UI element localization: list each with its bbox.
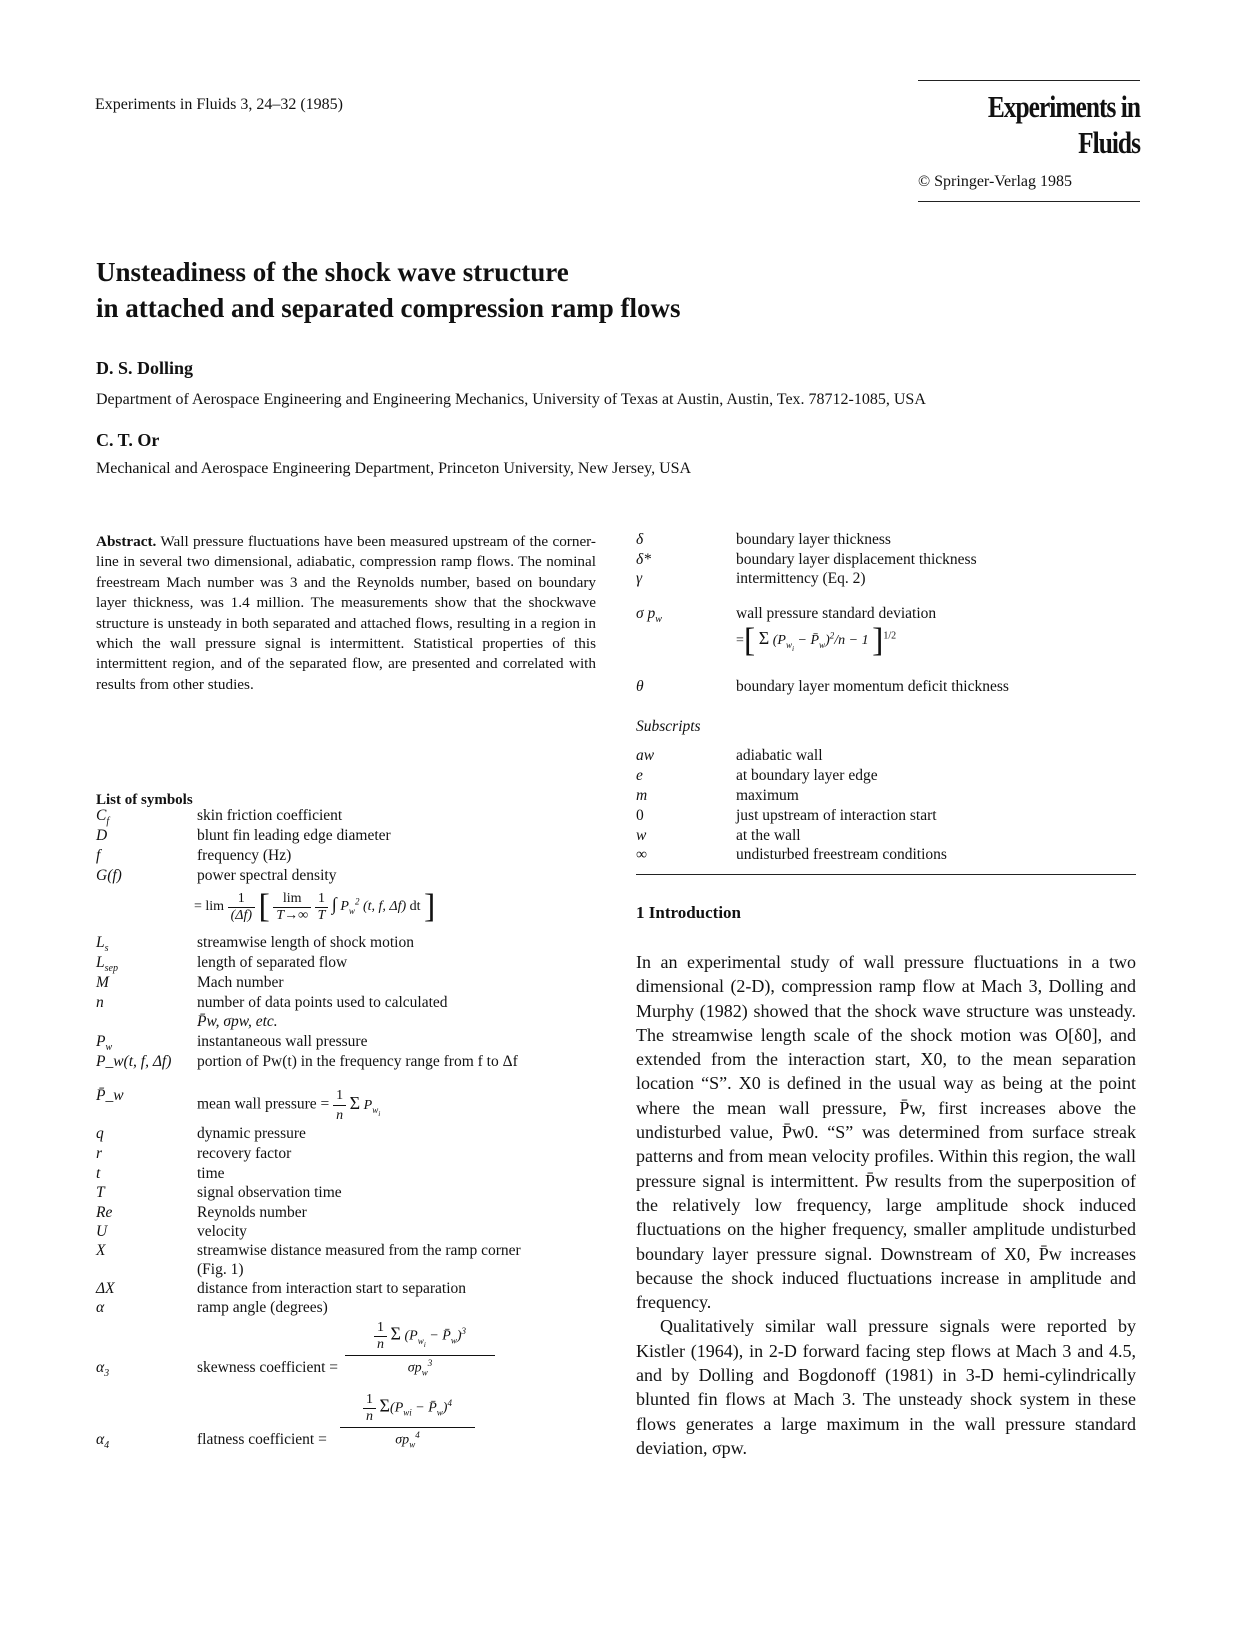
flatness-formula: $\frac{1}{n}$ $\Sigma(P_{wi}$ − $P̄_w)^4$ $\sigma p_w^4$ xyxy=(340,1392,475,1449)
symbol-desc: flatness coefficient = xyxy=(197,1431,327,1448)
symbol: t xyxy=(96,1165,101,1182)
title-line-2: in attached and separated compression ramp flows xyxy=(96,293,681,323)
symbol: γ xyxy=(636,570,643,587)
symbol-desc: frequency (Hz) xyxy=(197,847,292,864)
symbol-desc: Mach number xyxy=(197,974,284,991)
symbol: Re xyxy=(96,1204,113,1221)
symbol-desc: portion of Pw(t) in the frequency range from f to Δf xyxy=(197,1053,518,1070)
symbol-desc: skin friction coefficient xyxy=(197,807,343,824)
brand-rule-top xyxy=(918,80,1140,81)
symbol: e xyxy=(636,767,643,784)
symbol-desc: number of data points used to calculated xyxy=(197,994,448,1011)
symbol: $C_f$ xyxy=(96,807,110,828)
copyright: © Springer-Verlag 1985 xyxy=(918,173,1073,190)
symbol-desc: Reynolds number xyxy=(197,1204,307,1221)
symbol: P̄_w xyxy=(96,1087,124,1104)
intro-paragraph-2: Qualitatively similar wall pressure signals were reported by Kistler (1964), in 2-D forward facing step flows at Mach 3 and 4.5, and by Dolling and Bogdonoff (1981) in 3-D hemi-cylindrically blunted fin flows at Mach 3. The unsteady shock system in these flows generates a large maximum in the wall pressure standard deviation, σpw. xyxy=(636,1316,1136,1458)
symbol-desc: (Fig. 1) xyxy=(197,1261,244,1278)
symbol-desc: maximum xyxy=(736,787,799,804)
symbol: D xyxy=(96,827,108,844)
symbol-desc: boundary layer displacement thickness xyxy=(736,551,977,568)
symbol: w xyxy=(636,827,647,844)
symbol: 0 xyxy=(636,807,644,824)
affiliation-1: Department of Aerospace Engineering and Engineering Mechanics, University of Texas at Austin, Austin, Tex. 78712-1085, USA xyxy=(96,391,926,408)
list-of-symbols-heading: List of symbols xyxy=(96,792,193,808)
author-1: D. S. Dolling xyxy=(96,358,194,378)
symbol: f xyxy=(96,847,101,864)
symbol: σ $p_w$ xyxy=(636,605,662,626)
symbol: U xyxy=(96,1223,108,1240)
symbol-desc: dynamic pressure xyxy=(197,1125,306,1142)
symbol-desc: time xyxy=(197,1165,225,1182)
symbol-desc: P̄w, σpw, etc. xyxy=(197,1013,278,1030)
symbol-desc: streamwise length of shock motion xyxy=(197,934,414,951)
section-divider xyxy=(636,874,1136,875)
journal-brand xyxy=(918,80,1140,202)
symbol: $L_s$ xyxy=(96,934,109,955)
title-line-1: Unsteadiness of the shock wave structure xyxy=(96,257,569,287)
symbol-desc: wall pressure standard deviation xyxy=(736,605,937,622)
symbol-desc: at boundary layer edge xyxy=(736,767,878,784)
symbol-desc: adiabatic wall xyxy=(736,747,823,764)
symbol: α xyxy=(96,1299,105,1316)
symbol: m xyxy=(636,787,648,804)
symbol-desc: streamwise distance measured from the ramp corner xyxy=(197,1242,521,1259)
symbol-desc: power spectral density xyxy=(197,867,337,884)
symbol-desc: skewness coefficient = xyxy=(197,1359,339,1376)
abstract-text: Wall pressure fluctuations have been measured upstream of the corner-line in several two dimensional, adiabatic, compression ramp flows. The nominal freestream Mach number was 3 and the Reynolds number, based on boundary layer thickness, was 1.4 million. The measurements show that the shockwave structure is unsteady in both separated and attached flows, resulting in a region in which the wall pressure signal is intermittent. Statistical properties of this intermittent region, and of the separated flow, are presented and correlated with results from other studies. xyxy=(96,533,596,693)
symbol-desc: velocity xyxy=(197,1223,247,1240)
symbol-desc: boundary layer momentum deficit thickness xyxy=(736,678,1009,695)
symbol-desc: distance from interaction start to separation xyxy=(197,1280,467,1297)
symbol-desc: undisturbed freestream conditions xyxy=(736,846,947,863)
symbol-desc: recovery factor xyxy=(197,1145,292,1162)
psd-formula: = lim $\frac{1}{(\Delta f)}$ [ $\frac{\lim}{T\to\infty}$ $\frac{1}{T}$ ∫ $P_w^2$ (t, f, Δf) dt ] xyxy=(194,888,436,925)
symbol: P_w(t, f, Δf) xyxy=(96,1053,172,1070)
std-dev-formula: =[ Σ ($P_{w_i}$ − $P̄_w)^2/n - 1$ ]$^{1/2}$ xyxy=(736,622,897,659)
symbol: θ xyxy=(636,678,644,695)
symbol-desc: length of separated flow xyxy=(197,954,348,971)
intro-paragraph-1: In an experimental study of wall pressure fluctuations in a two dimensional (2-D), compression ramp flow at Mach 3, Dolling and Murphy (1982) showed that the shock wave structure was unsteady. The streamwise length scale of the shock motion was O[δ0], and extended from the interaction start, X0, to the mean separation location “S”. X0 is defined in the usual way as being at the point where the mean wall pressure, P̄w, first increases above the undisturbed value, P̄w0. “S” was determined from surface streak patterns and from mean velocity profiles. Within this region, the wall pressure signal is intermittent. P̄w results from the superposition of the relatively low frequency, large amplitude shock induced fluctuations on the higher frequency, smaller amplitude undisturbed boundary layer pressure signal. Downstream of X0, P̄w increases because the shock induced fluctuations increase in amplitude and frequency. xyxy=(636,952,1136,1313)
symbol: δ* xyxy=(636,551,651,568)
symbol: $\alpha_4$ xyxy=(96,1431,110,1452)
abstract-label: Abstract. xyxy=(96,533,157,550)
symbol-desc: blunt fin leading edge diameter xyxy=(197,827,391,844)
symbol-desc: instantaneous wall pressure xyxy=(197,1033,368,1050)
affiliation-2: Mechanical and Aerospace Engineering Department, Princeton University, New Jersey, USA xyxy=(96,460,692,477)
symbol: M xyxy=(96,974,109,991)
introduction-body xyxy=(636,950,1136,1460)
paper-title xyxy=(96,254,996,326)
symbol: T xyxy=(96,1184,105,1201)
symbol-desc: intermittency (Eq. 2) xyxy=(736,570,866,587)
symbol: $P_w$ xyxy=(96,1033,113,1054)
symbol: q xyxy=(96,1125,104,1142)
introduction-heading: 1 Introduction xyxy=(636,903,742,922)
symbol: ∞ xyxy=(636,846,648,863)
author-2: C. T. Or xyxy=(96,430,160,450)
symbol: X xyxy=(96,1242,106,1259)
symbol-desc: at the wall xyxy=(736,827,801,844)
symbol: r xyxy=(96,1145,103,1162)
subscripts-heading: Subscripts xyxy=(636,718,701,735)
symbol: δ xyxy=(636,531,644,548)
symbol-desc: boundary layer thickness xyxy=(736,531,891,548)
skewness-formula: $\frac{1}{n}$ Σ ($P_{w_i}$ − $P̄_w)^3$ $\sigma p_w^3$ xyxy=(345,1320,495,1377)
journal-brand-name: Experiments in Fluids xyxy=(987,89,1140,160)
symbol: $L_{sep}$ xyxy=(96,954,118,975)
symbol-desc: ramp angle (degrees) xyxy=(197,1299,328,1316)
symbol: aw xyxy=(636,747,655,764)
abstract xyxy=(96,532,596,695)
journal-reference: Experiments in Fluids 3, 24–32 (1985) xyxy=(95,96,343,113)
symbol: n xyxy=(96,994,104,1011)
symbol: G(f) xyxy=(96,867,122,884)
symbol-desc: mean wall pressure = $\frac{1}{n}$ Σ $P_{w_i}$ xyxy=(197,1088,381,1123)
symbol-desc: just upstream of interaction start xyxy=(736,807,937,824)
symbol: ΔX xyxy=(96,1280,115,1297)
brand-rule-bottom xyxy=(918,201,1140,202)
symbol: $\alpha_3$ xyxy=(96,1359,110,1380)
symbol-desc: signal observation time xyxy=(197,1184,342,1201)
